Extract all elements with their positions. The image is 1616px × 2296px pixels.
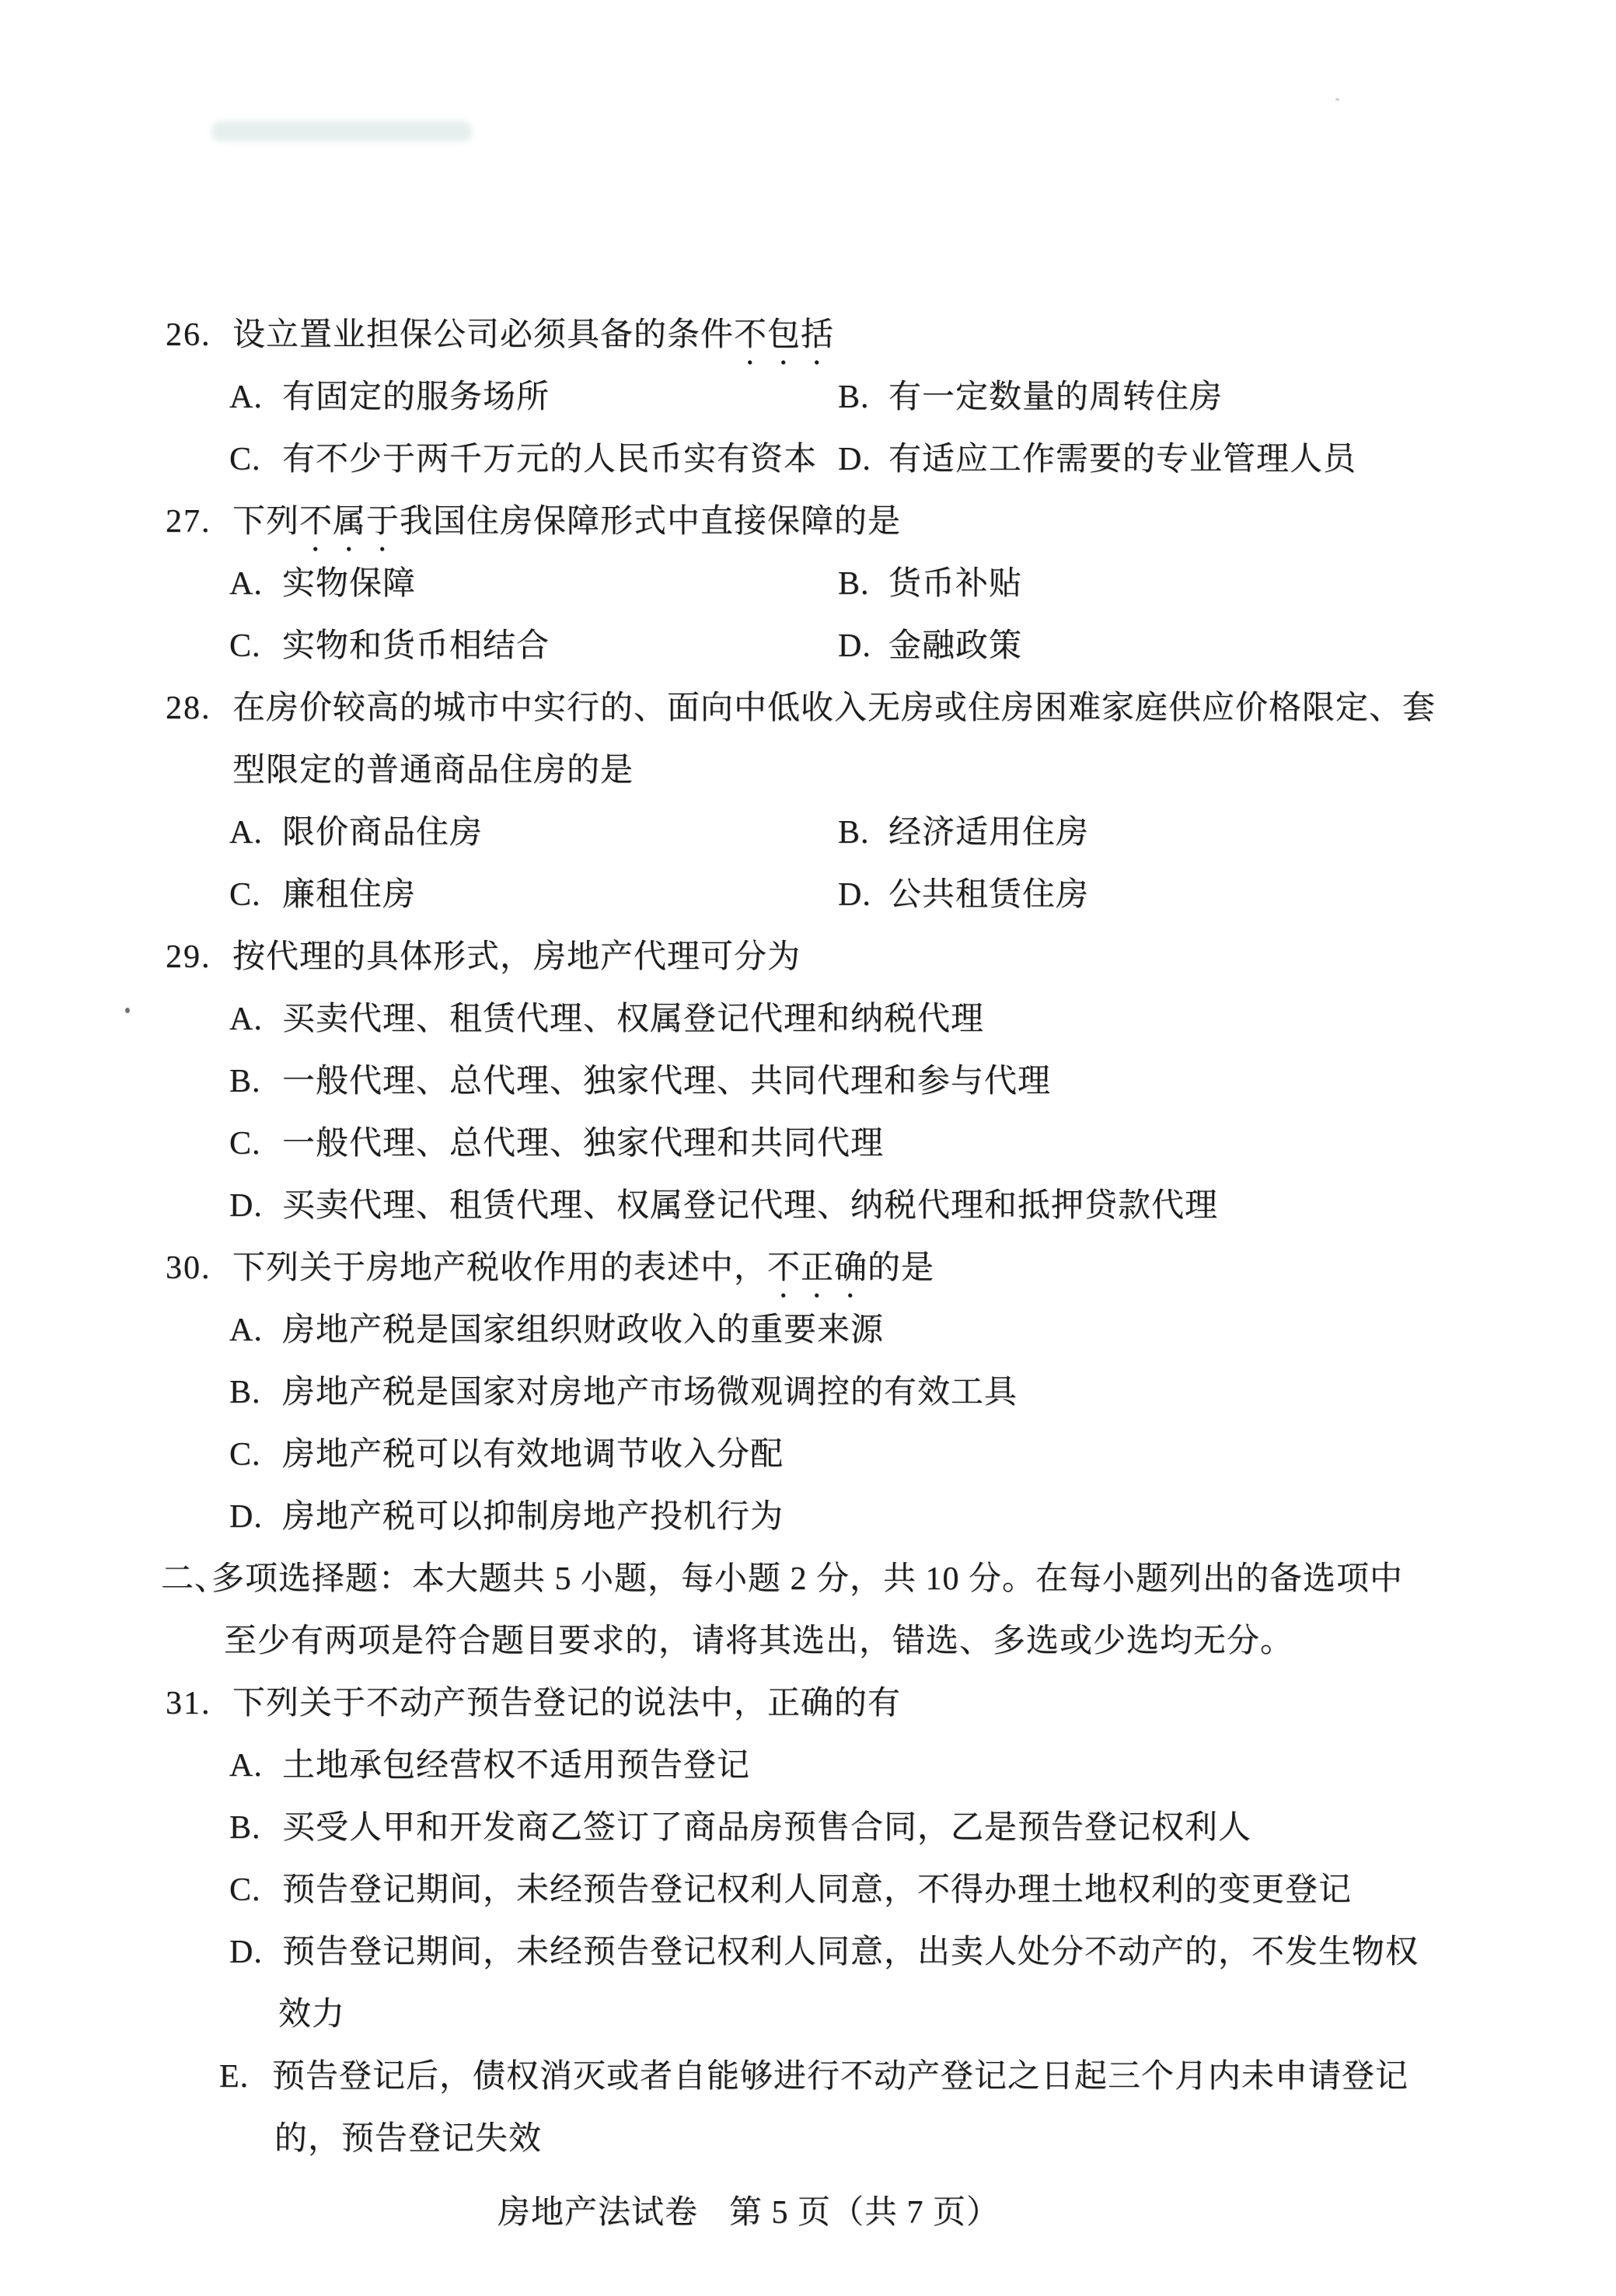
option-d-label: D. [229,1188,263,1224]
stem-emphasis: 不包括 [734,317,835,353]
option-b-label: B. [838,566,870,602]
option-b-text: 有一定数量的周转住房 [888,379,1223,415]
option-d-text: 房地产税可以抑制房地产投机行为 [282,1499,784,1535]
stem-emphasis: 不正确 [767,1250,868,1286]
question-26-stem-row [0,304,1616,366]
scan-smudge-artifact [211,121,472,142]
option-d-text: 有适应工作需要的专业管理人员 [888,442,1357,477]
option-a-label: A. [229,815,263,851]
option-c-text: 实物和货币相结合 [282,628,550,664]
question-31-option-a [0,1735,1616,1797]
question-27-options-cd [0,615,1616,677]
option-c-label: C. [229,1126,261,1162]
question-28-number: 28. [166,690,211,726]
question-29-option-c [0,1113,1616,1175]
stem-pre: 下列关于房地产税收作用的表述中， [232,1250,768,1286]
exam-content [0,304,1616,2244]
question-29-number: 29. [166,939,211,975]
question-31-option-d-row2 [0,1983,1616,2046]
option-d-label: D. [229,1499,263,1535]
option-a-text: 限价商品住房 [282,815,483,851]
question-26-options-cd [0,428,1616,491]
question-30-option-a [0,1299,1616,1361]
option-a-label: A. [229,566,263,602]
question-27-stem-row [0,491,1616,553]
option-b-text: 货币补贴 [888,566,1023,602]
question-27-options-ab [0,553,1616,615]
option-b-text: 一般代理、总代理、独家代理、共同代理和参与代理 [282,1064,1052,1099]
page-footer [0,2182,1616,2244]
question-31-option-c [0,1859,1616,1921]
option-c-label: C. [229,442,261,477]
stem-post: 我国住房保障形式中直接保障的是 [400,504,902,540]
question-29-option-d [0,1175,1616,1237]
option-a-label: A. [229,379,263,415]
option-b-text: 经济适用住房 [888,815,1090,851]
question-31-option-e-row1 [0,2046,1616,2108]
section-2-header-row2 [0,1610,1616,1672]
footer-page-info: 第 5 页（共 7 页） [729,2195,1000,2231]
option-a-label: A. [229,1748,263,1784]
option-d-label: D. [838,442,871,477]
option-b-label: B. [229,1810,261,1846]
option-d-text-line1: 预告登记期间，未经预告登记权利人同意，出卖人处分不动产的，不发生物权 [282,1934,1419,1970]
question-28-options-cd [0,864,1616,926]
question-29-stem: 按代理的具体形式，房地产代理可分为 [232,939,801,975]
section-2-instructions-line1: 多项选择题：本大题共 5 小题，每小题 2 分，共 10 分。在每小题列出的备选项中 [211,1561,1404,1597]
option-a-label: A. [229,1001,263,1037]
option-c-label: C. [229,628,261,664]
option-d-text-line2: 效力 [278,1997,346,2032]
question-30-option-b [0,1361,1616,1424]
question-27-number: 27. [166,504,211,540]
option-d-text: 买卖代理、租赁代理、权属登记代理、纳税代理和抵押贷款代理 [282,1188,1219,1224]
question-31-option-e-row2 [0,2108,1616,2170]
question-30-stem [232,1237,934,1305]
question-28-stem-line1: 在房价较高的城市中实行的、面向中低收入无房或住房困难家庭供应价格限定、套 [232,690,1436,726]
section-2-instructions-line2: 至少有两项是符合题目要求的，请将其选出，错选、多选或少选均无分。 [224,1623,1294,1659]
question-28-stem-line2: 型限定的普通商品住房的是 [232,753,634,788]
option-d-text: 公共租赁住房 [888,877,1090,913]
question-29-option-b [0,1050,1616,1113]
question-30-option-c [0,1424,1616,1486]
question-28-stem-row1 [0,677,1616,739]
question-29-option-a [0,988,1616,1050]
question-27-stem [232,491,901,558]
option-a-text: 房地产税是国家组织财政收入的重要来源 [282,1312,885,1348]
footer-exam-title: 房地产法试卷 [497,2195,699,2231]
question-30-stem-row [0,1237,1616,1299]
stem-pre: 下列 [232,504,300,540]
option-a-text: 土地承包经营权不适用预告登记 [282,1748,751,1784]
question-31-stem: 下列关于不动产预告登记的说法中，正确的有 [232,1686,902,1721]
question-31-option-b [0,1797,1616,1859]
question-28-stem-row2 [0,739,1616,802]
stem-post: 的是 [867,1250,935,1286]
option-b-text: 房地产税是国家对房地产市场微观调控的有效工具 [282,1375,1018,1410]
question-29-stem-row [0,926,1616,988]
scan-speck-artifact [1335,98,1339,101]
option-d-label: D. [229,1934,263,1970]
option-b-label: B. [838,815,870,851]
option-d-label: D. [838,877,871,913]
question-31-number: 31. [166,1686,211,1721]
option-e-text-line2: 的，预告登记失效 [274,2121,543,2157]
question-30-number: 30. [166,1250,211,1286]
option-e-text-line1: 预告登记后，债权消灭或者自能够进行不动产登记之日起三个月内未申请登记 [272,2059,1409,2095]
option-c-text: 有不少于两千万元的人民币实有资本 [282,442,818,477]
option-c-text: 廉租住房 [282,877,417,913]
question-26-stem [232,304,834,372]
option-c-text: 房地产税可以有效地调节收入分配 [282,1437,784,1473]
option-a-text: 有固定的服务场所 [282,379,550,415]
option-c-label: C. [229,877,261,913]
option-d-label: D. [838,628,871,664]
option-b-label: B. [229,1064,261,1099]
stem-emphasis: 不属于 [299,504,400,540]
option-a-text: 实物保障 [282,566,417,602]
section-2-header-row1 [0,1548,1616,1610]
option-c-label: C. [229,1872,261,1908]
option-b-label: B. [229,1375,261,1410]
option-b-label: B. [838,379,870,415]
option-c-text: 一般代理、总代理、独家代理和共同代理 [282,1126,885,1162]
option-a-text: 买卖代理、租赁代理、权属登记代理和纳税代理 [282,1001,985,1037]
question-31-stem-row [0,1672,1616,1735]
option-a-label: A. [229,1312,263,1348]
option-b-text: 买受人甲和开发商乙签订了商品房预售合同，乙是预告登记权利人 [282,1810,1252,1846]
question-26-options-ab [0,366,1616,428]
option-c-label: C. [229,1437,261,1473]
section-2-marker: 二、 [161,1561,229,1597]
question-30-option-d [0,1486,1616,1548]
option-e-label: E. [219,2059,250,2095]
option-d-text: 金融政策 [888,628,1023,664]
stem-pre: 设立置业担保公司必须具备的条件 [232,317,735,353]
question-26-number: 26. [166,317,211,353]
question-31-option-d-row1 [0,1921,1616,1983]
option-c-text: 预告登记期间，未经预告登记权利人同意，不得办理土地权利的变更登记 [282,1872,1352,1908]
question-28-options-ab [0,802,1616,864]
